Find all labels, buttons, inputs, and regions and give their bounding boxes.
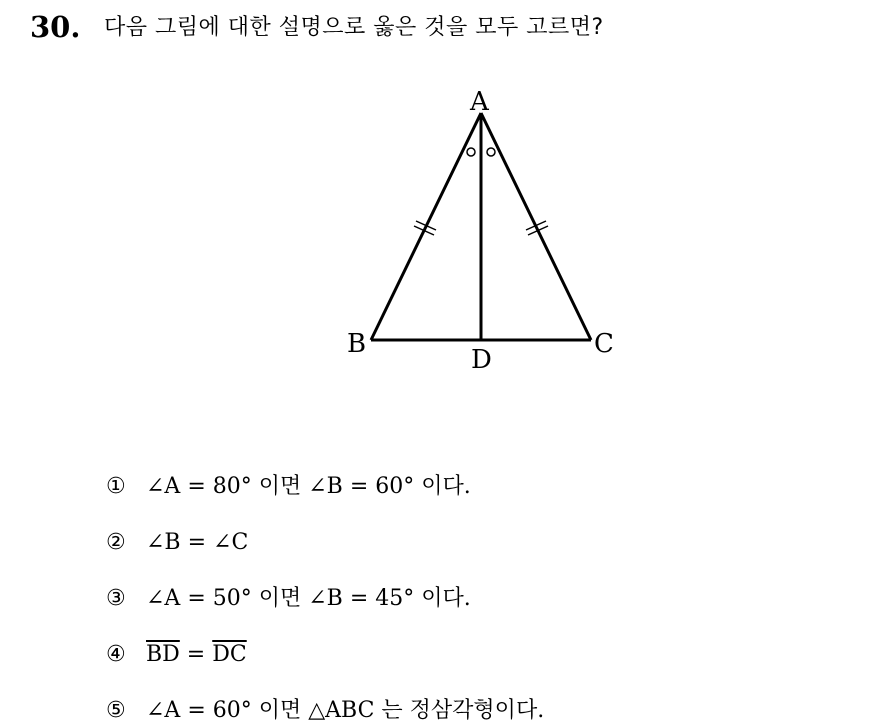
angle-mark-left	[467, 148, 475, 156]
choice-5[interactable]	[106, 696, 544, 726]
side-ab	[371, 113, 481, 340]
side-ac	[481, 113, 591, 340]
label-b: B	[347, 329, 367, 359]
choice-number: ②	[106, 530, 126, 555]
angle-mark-right	[487, 148, 495, 156]
question-number: 30.	[30, 10, 81, 44]
label-d: D	[471, 345, 492, 375]
choice-number: ⑤	[106, 698, 126, 723]
segment-bd: $\overline{BD}$	[146, 642, 180, 667]
choice-number: ④	[106, 642, 126, 667]
choice-text: ∠A = 50° 이면 ∠B = 45° 이다.	[146, 586, 471, 611]
label-c: C	[594, 329, 614, 359]
choice-3[interactable]	[106, 584, 471, 614]
choice-1[interactable]	[106, 472, 471, 502]
choice-4[interactable]	[106, 640, 247, 670]
choice-number: ①	[106, 474, 126, 499]
segment-dc: $\overline{DC}$	[212, 642, 247, 667]
choice-2[interactable]	[106, 528, 248, 558]
choice-text: ∠A = 60° 이면 △ABC 는 정삼각형이다.	[146, 698, 545, 723]
question-text: 다음 그림에 대한 설명으로 옳은 것을 모두 고르면?	[104, 15, 604, 40]
choice-text: ∠A = 80° 이면 ∠B = 60° 이다.	[146, 474, 471, 499]
choice-text: ∠B = ∠C	[146, 530, 249, 555]
label-a: A	[470, 87, 489, 117]
choice-number: ③	[106, 586, 126, 611]
equals-sign: =	[179, 642, 213, 667]
